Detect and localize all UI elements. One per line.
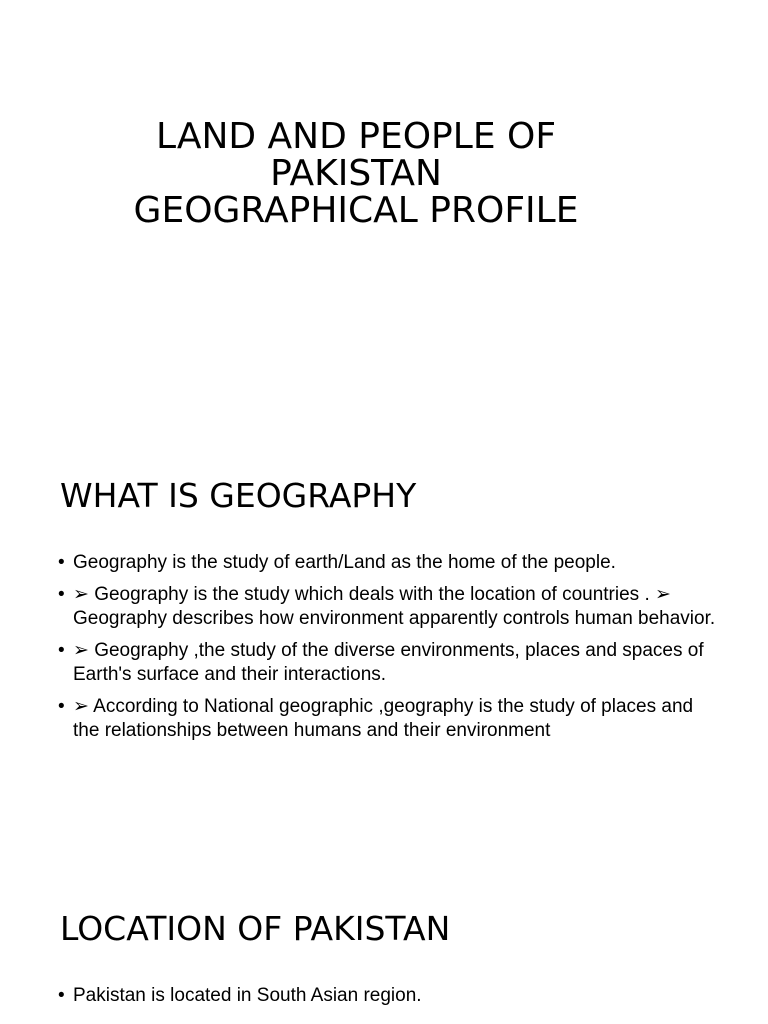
title-line-1: LAND AND PEOPLE OF [155,116,557,157]
list-item [58,551,718,575]
bullet-text: Pakistan is located in South Asian region. [73,985,422,1006]
list-item [58,639,718,687]
bullet-list-what-is-geography [58,551,718,751]
bullet-marker: • [58,696,65,717]
title-line-2: PAKISTAN [270,153,442,194]
page-title [0,118,712,229]
bullet-text: ➢ Geography ,the study of the diverse environments, places and spaces of Earth's surface and their interactions. [73,640,704,685]
bullet-list-location-of-pakistan [58,984,718,1016]
list-item [58,583,718,631]
section-heading-what-is-geography: WHAT IS GEOGRAPHY [60,476,417,515]
title-line-3: GEOGRAPHICAL PROFILE [133,190,579,231]
list-item [58,695,718,743]
bullet-marker: • [58,584,65,605]
bullet-marker: • [58,985,65,1006]
bullet-marker: • [58,640,65,661]
bullet-text: ➢ Geography is the study which deals with the location of countries . ➢ Geography describes how environment apparently controls human behavior. [73,584,716,629]
bullet-marker: • [58,552,65,573]
bullet-text: ➢ According to National geographic ,geography is the study of places and the relationships between humans and their environment [73,696,694,741]
section-heading-location-of-pakistan: LOCATION OF PAKISTAN [60,909,451,948]
list-item [58,984,718,1008]
bullet-text: Geography is the study of earth/Land as the home of the people. [73,552,616,573]
